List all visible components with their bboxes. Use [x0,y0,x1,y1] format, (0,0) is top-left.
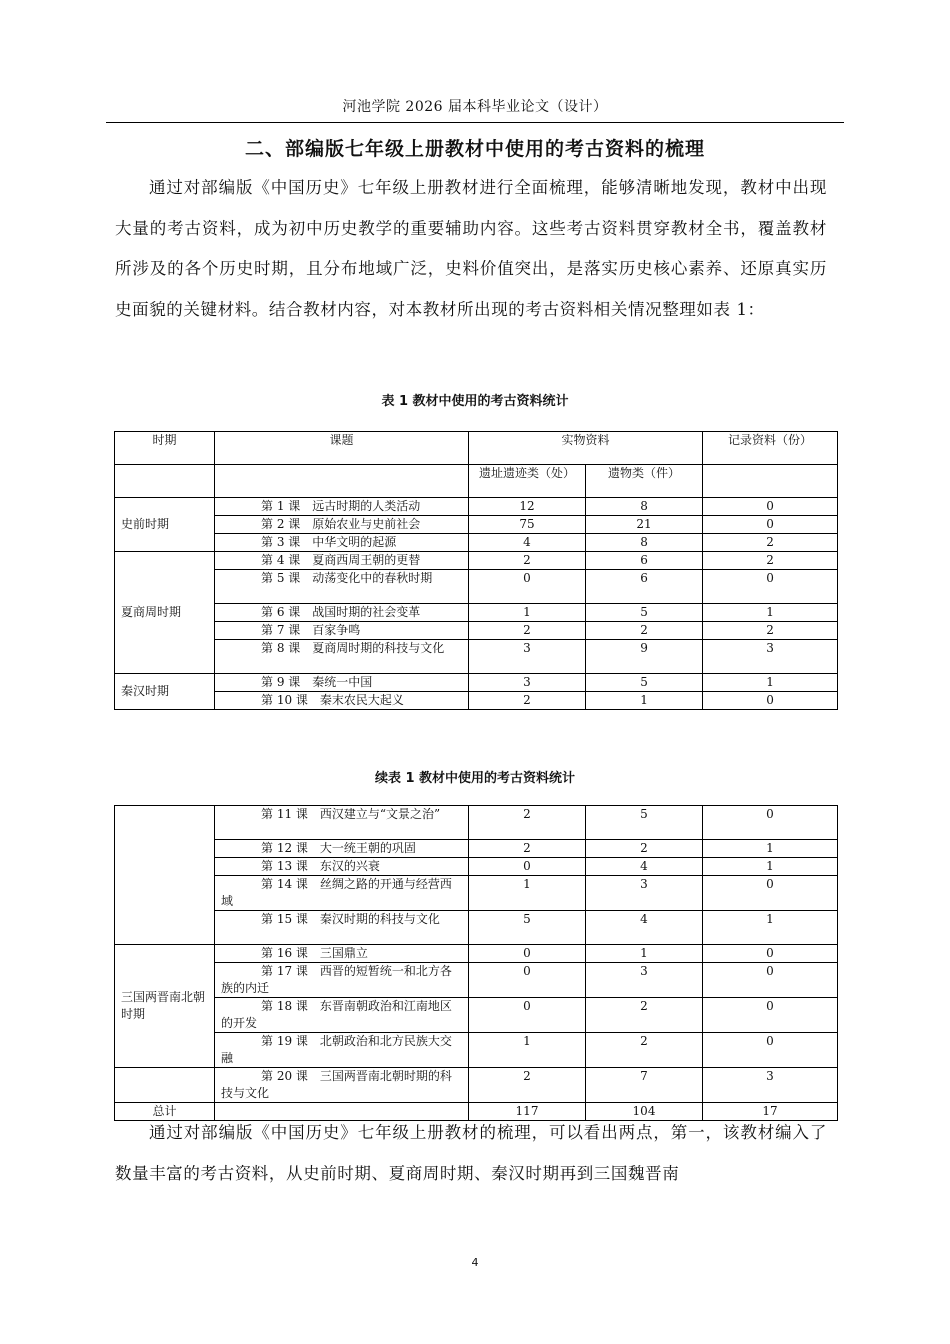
records-cell: 0 [703,498,838,516]
era-cell: 秦汉时期 [115,674,215,710]
sites-cell: 3 [469,674,586,692]
relics-cell: 5 [586,806,703,840]
page-number: 4 [471,1256,479,1269]
table-row [115,998,838,1033]
sites-cell: 2 [469,1068,586,1103]
records-cell: 0 [703,1033,838,1068]
lesson-cell: 第 17 课 西晋的短暂统一和北方各族的内迁 [215,963,469,998]
sites-cell: 2 [469,552,586,570]
records-cell: 3 [703,1068,838,1103]
lesson-cell: 第 13 课 东汉的兴衰 [215,858,469,876]
header-lesson: 课题 [215,432,469,465]
records-cell: 0 [703,516,838,534]
era-cell: 三国两晋南北朝时期 [115,945,215,1068]
header-rule [106,122,844,123]
table-row [115,840,838,858]
table-row [115,498,838,516]
closing-paragraph: 通过对部编版《中国历史》七年级上册教材的梳理，可以看出两点，第一，该教材编入了数量丰富的考古资料，从史前时期、夏商周时期、秦汉时期再到三国魏晋南 [115,1123,827,1183]
header-relics: 遗物类（件） [586,465,703,498]
records-cell: 1 [703,604,838,622]
sites-cell: 0 [469,998,586,1033]
lesson-cell: 第 8 课 夏商周时期的科技与文化 [215,640,469,674]
relics-cell: 3 [586,876,703,911]
table-row [115,552,838,570]
lesson-cell: 第 12 课 大一统王朝的巩固 [215,840,469,858]
relics-cell: 2 [586,622,703,640]
table-row [115,674,838,692]
section-title: 二、部编版七年级上册教材中使用的考古资料的梳理 [244,138,705,160]
relics-cell: 1 [586,692,703,710]
sites-cell: 2 [469,806,586,840]
table-row [115,604,838,622]
lesson-cell: 第 11 课 西汉建立与“文景之治” [215,806,469,840]
records-cell: 2 [703,552,838,570]
header-period: 时期 [115,432,215,465]
lesson-cell: 第 18 课 东晋南朝政治和江南地区的开发 [215,998,469,1033]
records-cell: 0 [703,945,838,963]
lesson-cell: 第 19 课 北朝政治和北方民族大交融 [215,1033,469,1068]
sites-cell: 0 [469,963,586,998]
header-records: 记录资料（份） [703,432,838,465]
relics-cell: 1 [586,945,703,963]
relics-cell: 2 [586,840,703,858]
records-cell: 1 [703,840,838,858]
lesson-cell: 第 15 课 秦汉时期的科技与文化 [215,911,469,945]
header-physical: 实物资料 [469,432,703,465]
sites-cell: 0 [469,570,586,604]
table-row [115,570,838,604]
table1 [114,431,838,710]
sites-cell: 5 [469,911,586,945]
table-row [115,516,838,534]
relics-cell: 3 [586,963,703,998]
relics-cell: 8 [586,534,703,552]
lesson-cell: 第 9 课 秦统一中国 [215,674,469,692]
records-cell: 1 [703,858,838,876]
relics-cell: 9 [586,640,703,674]
table-row [115,640,838,674]
lesson-cell: 第 16 课 三国鼎立 [215,945,469,963]
lesson-cell: 第 6 课 战国时期的社会变革 [215,604,469,622]
records-cell: 0 [703,692,838,710]
records-cell: 0 [703,998,838,1033]
table-row [115,692,838,710]
sites-cell: 4 [469,534,586,552]
sites-cell: 2 [469,692,586,710]
relics-cell: 8 [586,498,703,516]
relics-cell: 5 [586,604,703,622]
total-records: 17 [703,1103,838,1121]
era-cell [115,1068,215,1103]
relics-cell: 2 [586,998,703,1033]
table-row [115,945,838,963]
relics-cell: 5 [586,674,703,692]
sites-cell: 2 [469,622,586,640]
era-cell [115,806,215,945]
table1-caption: 表 1 教材中使用的考古资料统计 [381,394,569,409]
total-sites: 117 [469,1103,586,1121]
records-cell: 0 [703,570,838,604]
sites-cell: 0 [469,945,586,963]
sites-cell: 1 [469,1033,586,1068]
records-cell: 2 [703,622,838,640]
sites-cell: 2 [469,840,586,858]
table-row [115,876,838,911]
records-cell: 0 [703,806,838,840]
sites-cell: 0 [469,858,586,876]
sites-cell: 1 [469,604,586,622]
table-row [115,1068,838,1103]
sites-cell: 75 [469,516,586,534]
lesson-cell: 第 1 课 远古时期的人类活动 [215,498,469,516]
lesson-cell: 第 14 课 丝绸之路的开通与经营西域 [215,876,469,911]
table-row [115,1033,838,1068]
total-relics: 104 [586,1103,703,1121]
relics-cell: 7 [586,1068,703,1103]
era-cell: 史前时期 [115,498,215,552]
lesson-cell: 第 5 课 动荡变化中的春秋时期 [215,570,469,604]
table-row [115,622,838,640]
table2-caption: 续表 1 教材中使用的考古资料统计 [374,771,576,786]
sites-cell: 12 [469,498,586,516]
relics-cell: 6 [586,552,703,570]
total-label: 总计 [115,1103,215,1121]
header-sites: 遗址遗迹类（处） [469,465,586,498]
lesson-cell: 第 7 课 百家争鸣 [215,622,469,640]
relics-cell: 6 [586,570,703,604]
records-cell: 2 [703,534,838,552]
sites-cell: 1 [469,876,586,911]
relics-cell: 2 [586,1033,703,1068]
page-header: 河池学院 2026 届本科毕业论文（设计） [342,99,608,115]
records-cell: 0 [703,876,838,911]
records-cell: 3 [703,640,838,674]
intro-paragraph: 通过对部编版《中国历史》七年级上册教材进行全面梳理，能够清晰地发现，教材中出现大量的考古资料，成为初中历史教学的重要辅助内容。这些考古资料贯穿教材全书，覆盖教材所涉及的各个历史时期，且分布地域广泛，史料价值突出，是落实历史核心素养、还原真实历史面貌的关键材料。结合教材内容，对本教材所出现的考古资料相关情况整理如表 1： [115,178,827,319]
records-cell: 1 [703,674,838,692]
table-row [115,806,838,840]
table-row [115,858,838,876]
table-row [115,963,838,998]
lesson-cell: 第 10 课 秦末农民大起义 [215,692,469,710]
table2 [114,805,838,1121]
lesson-cell: 第 2 课 原始农业与史前社会 [215,516,469,534]
relics-cell: 21 [586,516,703,534]
lesson-cell: 第 3 课 中华文明的起源 [215,534,469,552]
table-row [115,911,838,945]
lesson-cell: 第 4 课 夏商西周王朝的更替 [215,552,469,570]
lesson-cell: 第 20 课 三国两晋南北朝时期的科技与文化 [215,1068,469,1103]
relics-cell: 4 [586,858,703,876]
era-cell: 夏商周时期 [115,552,215,674]
relics-cell: 4 [586,911,703,945]
sites-cell: 3 [469,640,586,674]
table-row [115,534,838,552]
records-cell: 0 [703,963,838,998]
records-cell: 1 [703,911,838,945]
